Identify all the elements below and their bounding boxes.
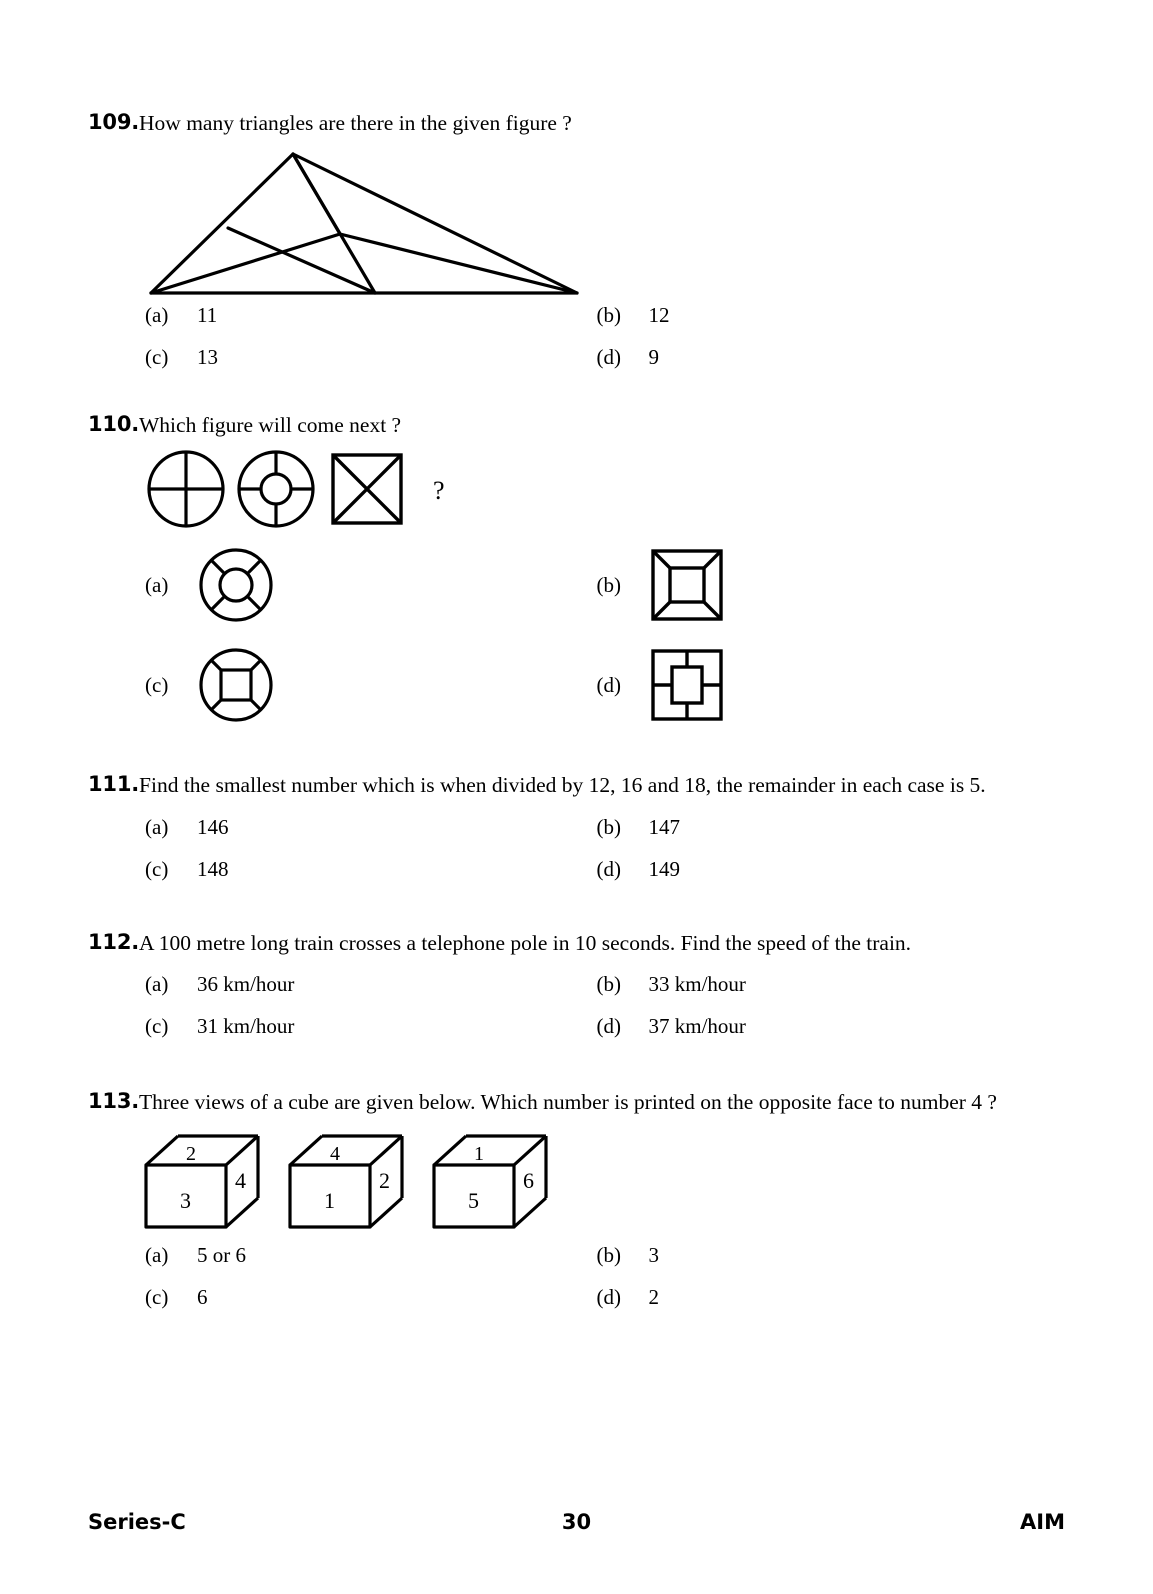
question-113-options [145,1243,1048,1310]
option-row [145,1014,1048,1039]
option-label: (c) [145,344,169,369]
question-109-header [88,108,1048,139]
option-value: 148 [197,856,229,881]
option-label: (b) [596,1242,621,1267]
triangle-count-figure-row [145,147,1048,299]
cube-view-2-icon [284,1130,414,1235]
cube-view-1-icon [140,1130,270,1235]
option-110-d[interactable] [597,646,1049,724]
option-label: (a) [145,814,169,839]
question-112-text: A 100 metre long train crosses a telephone pole in 10 seconds. Find the speed of the train. [139,930,912,955]
option-label: (a) [145,302,169,327]
option-label: (d) [596,1014,621,1039]
option-111-b[interactable] [597,815,1049,840]
option-110-a-figure-wrap [197,546,597,624]
option-value: 146 [197,814,229,839]
question-110-options [145,546,1048,724]
option-112-d[interactable] [597,1014,1049,1039]
option-112-a[interactable] [145,972,597,997]
option-row [145,1285,1048,1310]
option-label: (c) [145,856,169,881]
option-label: (a) [145,572,169,597]
question-113-number: 113. [88,1089,140,1114]
option-label: (d) [596,856,621,881]
option-value: 149 [648,856,680,881]
circle-with-inner-circle-cross-icon [235,448,317,530]
question-113 [88,1087,1048,1310]
page-content [88,108,1048,1310]
option-row [145,972,1048,997]
option-value: 9 [648,344,659,369]
question-109-text: How many triangles are there in the given figure ? [139,111,572,135]
option-109-b[interactable] [597,303,1049,328]
option-113-b[interactable] [597,1243,1049,1268]
question-111-header [88,770,1048,801]
option-113-c[interactable] [145,1285,597,1310]
option-row [145,815,1048,840]
option-value: 11 [197,302,218,327]
cube-1-front-label: 3 [180,1187,191,1213]
question-109-number: 109. [88,110,140,134]
question-111-options [145,815,1048,882]
cube-view-3-icon [428,1130,558,1235]
question-112-number: 112. [88,929,140,954]
circle-inner-circle-diagonal-spokes-icon [197,546,275,624]
question-110-text: Which figure will come next ? [139,412,402,437]
question-110-number: 110. [88,411,140,436]
question-112-header [88,928,1048,959]
option-value: 31 km/hour [197,1014,295,1039]
square-inner-square-straight-connectors-icon [649,647,725,723]
option-113-d[interactable] [597,1285,1049,1310]
cube-2-right-label: 2 [379,1167,390,1193]
question-113-header [88,1087,1048,1118]
option-label: (b) [596,972,621,997]
option-row [145,1243,1048,1268]
option-label: (a) [145,972,169,997]
option-113-a[interactable] [145,1243,597,1268]
option-110-a[interactable] [145,546,597,624]
question-110 [88,410,1048,725]
sequence-question-mark: ? [433,476,445,506]
option-110-c[interactable] [145,646,597,724]
circle-inner-square-diagonal-spokes-icon [197,646,275,724]
option-value: 147 [648,814,680,839]
question-110-header [88,410,1048,441]
option-row [145,857,1048,882]
option-row [145,303,1048,328]
option-112-b[interactable] [597,972,1049,997]
option-value: 3 [648,1242,659,1267]
question-113-text: Three views of a cube are given below. Which number is printed on the opposite face to number 4 ? [139,1090,997,1115]
question-112-options [145,972,1048,1039]
option-value: 37 km/hour [648,1014,746,1039]
question-112 [88,928,1048,1040]
question-111-text: Find the smallest number which is when divided by 12, 16 and 18, the remainder in each case is 5. [139,773,986,798]
option-109-c[interactable] [145,345,597,370]
option-row [145,345,1048,370]
option-value: 6 [197,1284,208,1309]
cube-3-front-label: 5 [468,1187,479,1213]
option-111-a[interactable] [145,815,597,840]
option-value: 12 [648,302,670,327]
cube-2-front-label: 1 [324,1187,335,1213]
option-value: 33 km/hour [648,972,746,997]
option-112-c[interactable] [145,1014,597,1039]
option-label: (c) [145,1284,169,1309]
option-label: (d) [596,672,621,697]
cube-1-right-label: 4 [235,1167,246,1193]
option-label: (b) [596,302,621,327]
triangle-count-figure [145,147,585,299]
option-110-d-figure-wrap [649,647,1049,723]
option-label: (c) [145,1014,169,1039]
option-111-d[interactable] [597,857,1049,882]
question-109 [88,108,1048,370]
cube-1-top-label: 2 [186,1142,196,1165]
option-row [145,646,1048,724]
option-110-c-figure-wrap [197,646,597,724]
option-111-c[interactable] [145,857,597,882]
option-label: (c) [145,672,169,697]
option-109-a[interactable] [145,303,597,328]
footer-page-number: 30 [561,1510,592,1534]
cube-3-top-label: 1 [474,1142,484,1165]
page-footer [88,1510,1065,1534]
option-value: 13 [197,344,218,369]
option-label: (d) [596,1284,621,1309]
option-value: 5 or 6 [197,1242,246,1267]
footer-brand: AIM [1020,1510,1065,1534]
cube-2-top-label: 4 [330,1142,340,1165]
question-109-options [145,303,1048,370]
question-111-number: 111. [88,772,140,797]
question-110-sequence [145,448,1048,530]
option-value: 2 [648,1284,659,1309]
question-113-cube-figures [140,1130,1048,1235]
option-label: (b) [596,814,621,839]
option-label: (a) [145,1242,169,1267]
option-label: (b) [596,572,621,597]
question-111 [88,770,1048,882]
cube-3-right-label: 6 [523,1167,534,1193]
footer-series: Series-C [88,1510,186,1534]
square-with-x-icon [329,451,405,527]
option-110-b-figure-wrap [649,547,1049,623]
option-value: 36 km/hour [197,972,295,997]
circle-with-cross-icon [145,448,227,530]
square-inner-square-diagonal-corners-icon [649,547,725,623]
option-row [145,546,1048,624]
option-label: (d) [596,344,621,369]
option-110-b[interactable] [597,546,1049,624]
option-109-d[interactable] [597,345,1049,370]
